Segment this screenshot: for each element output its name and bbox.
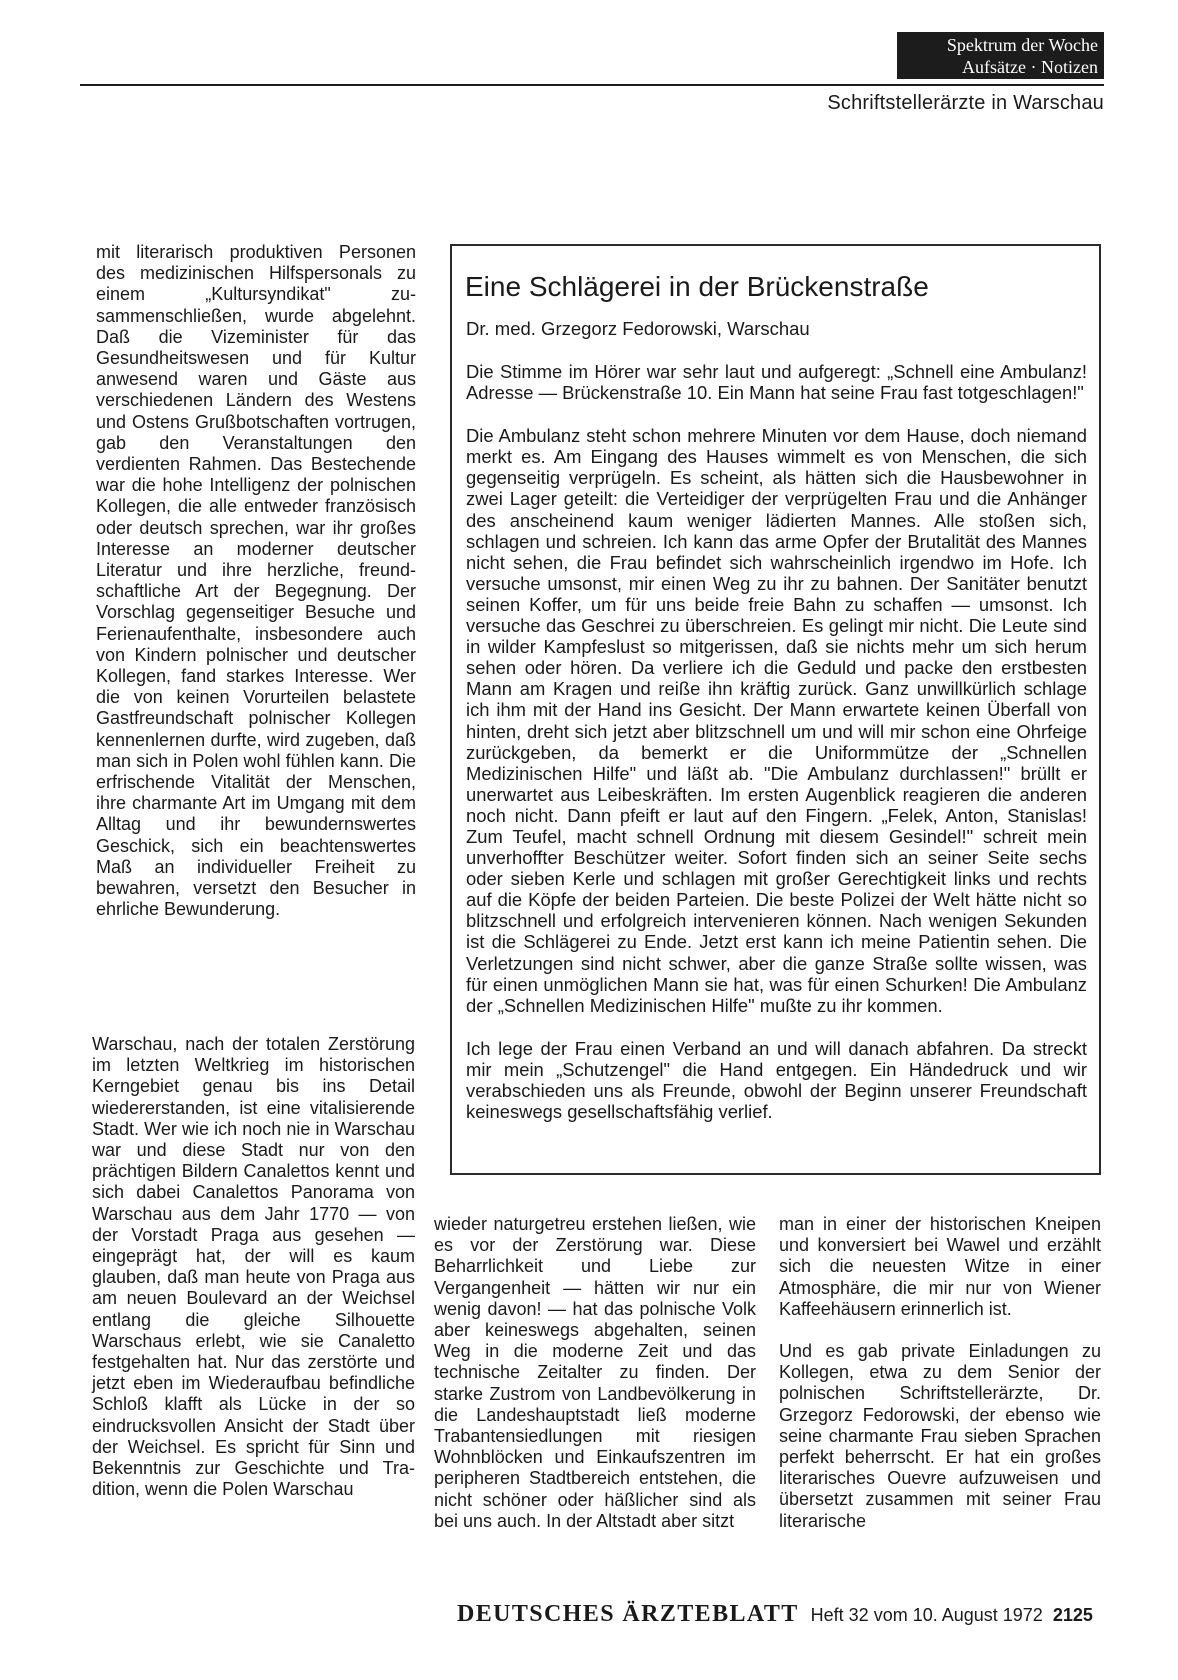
section-badge [897,32,1104,79]
paragraph: man in einer der historischen Kneipen und konversiert bei Wawel und erzählt sich die neuesten Witze in einer Atmosphäre, die mir nur von Wiener Kaffeehäusern erinnerlich ist. [779,1214,1101,1319]
box-title: Eine Schlägerei in der Brückenstraße [465,271,929,302]
right-column-bottom [779,1214,1101,1532]
page-number: 2125 [1052,1605,1093,1625]
paragraph: Warschau, nach der totalen Zerstörung im letzten Weltkrieg im historischen Kerngebiet genau bis ins Detail wiedererstanden, ist eine vitalisierende Stadt. Wer wie ich noch nie in Warschau war und diese Stadt nur von den prächtigen Bildern Canalettos kennt und sich dabei Canalettos Panorama von Warschau aus dem Jahr 1770 — von der Vorstadt Praga aus gesehen — eingeprägt hat, der will es kaum glauben, daß man heute von Praga aus am neuen Boulevard an der Weichsel entlang die gleiche Silhouette Warschaus erlebt, wie sie Canaletto festgehalten hat. Nur das zerstörte und jetzt eben im Wiederaufbau befindliche Schloß klafft als Lücke in der so eindrucksvollen Ansicht der Stadt über der Weichsel. Es spricht für Sinn und Bekenntnis zur Geschichte und Tradition, wenn die Polen Warschau [92,1034,415,1500]
section-badge-line-1: Spektrum der Woche [946,35,1098,55]
header-rule [80,84,1104,86]
paragraph: wieder naturgetreu erstehen ließen, wie es vor der Zerstörung war. Diese Beharrlichkeit und Liebe zur Vergangenheit — hätten wir nur ein wenig davon! — hat das polnische Volk aber keineswegs abgehalten, seinen Weg in die moderne Zeit und das technische Zeitalter zu finden. Der starke Zustrom von Landbevölkerung in die Landeshauptstadt ließ moderne Trabantensiedlungen mit riesigen Wohnblöcken und Einkaufszentren im peripheren Stadtbereich entstehen, die nicht schöner oder häßlicher sind als bei uns auch. In der Altstadt aber sitzt [434,1214,756,1531]
journal-name: DEUTSCHES ÄRZTEBLATT [457,1601,799,1627]
running-head: Schriftstellerärzte in Warschau [827,92,1104,114]
issue-info: Heft 32 vom 10. August 1972 [810,1605,1043,1625]
box-author: Dr. med. Grzegorz Fedorowski, Warschau [466,318,810,339]
box-paragraph: Ich lege der Frau einen Verband an und will danach abfahren. Da streckt mir mein „Schutzengel" die Hand entgegen. Ein Händedruck und wir verabschieden uns als Freunde, obwohl der Beginn unserer Freundschaft keineswegs gesellschaftsfähig verlief. [466,1037,1087,1123]
paragraph: mit literarisch produktiven Personen des medizinischen Hilfspersonals zu einem „Kultursyndikat" zusammenschließen, wurde abgelehnt. Daß die Vizeminister für das Gesundheitswesen und für Kultur anwesend waren und Gäste aus verschiedenen Ländern des Westens und Ostens Grußbotschaften vortrugen, gab den Veranstaltungen den verdienten Rahmen. Das Bestechende war die hohe Intelligenz der polnischen Kollegen, die alle entweder französisch oder deutsch sprechen, war ihr großes Interesse an moderner deutscher Literatur und ihre herzliche, freundschaftliche Art der Begegnung. Der Vorschlag gegenseitiger Besuche und Ferienaufenthalte, insbesondere auch von Kindern polnischer und deutscher Kollegen, fand starkes Interesse. Wer die von keinen Vorurteilen belastete Gastfreundschaft polnischer Kollegen kennenlernen durfte, wird zugeben, daß man sich in Polen wohl fühlen kann. Die erfrischende Vitalität der Menschen, ihre charmante Art im Umgang mit dem Alltag und ihr bewundernswertes Geschick, sich ein beachtenswertes Maß an individueller Freiheit zu bewahren, versetzt den Besucher in ehrliche Bewunderung. [96,242,416,920]
section-badge-line-2: Aufsätze · Notizen [962,57,1098,77]
left-column-bottom [92,1034,415,1500]
paragraph: Und es gab private Einladungen zu Kollegen, etwa zu dem Senior der polnischen Schriftstellerärzte, Dr. Grzegorz Fedorowski, der ebenso wie seine charmante Frau sieben Sprachen perfekt beherrscht. Er hat ein großes literarisches Ouevre aufzuweisen und übersetzt zusammen mit seiner Frau literarische [779,1341,1101,1531]
box-paragraph: Die Stimme im Hörer war sehr laut und aufgeregt: „Schnell eine Ambulanz! Adresse — Brückenstraße 10. Ein Mann hat seine Frau fast totgeschlagen!" [466,361,1087,404]
page-footer [457,1601,1105,1633]
middle-column-bottom [434,1214,756,1532]
left-column-top [96,242,416,921]
box-body [466,361,1087,1122]
box-paragraph: Die Ambulanz steht schon mehrere Minuten vor dem Hause, doch niemand merkt es. Am Eingang des Hauses wimmelt es von Menschen, die sich gegenseitig verprügeln. Es scheint, als hätten sich die Hausbewohner in zwei Lager geteilt: die Verteidiger der verprügelten Frau und die Anhänger des anscheinend kaum weniger lädierten Mannes. Alle stoßen sich, schlagen und schreien. Ich kann das arme Opfer der Brutalität des Mannes nicht sehen, die Frau befindet sich wahrscheinlich irgendwo im Hofe. Ich versuche umsonst, mir einen Weg zu ihr zu bahnen. Der Sanitäter benutzt seinen Koffer, um für uns beide freie Bahn zu schaffen — umsonst. Ich versuche das Geschrei zu überschreien. Es gelingt mir nicht. Die Leute sind in wilder Kampfeslust so mitgerissen, daß sie nichts mehr um sich herum sehen oder hören. Da verliere ich die Geduld und packe den erstbesten Mann am Kragen und reiße ihn kräftig zurück. Ganz unwillkürlich schlage ich ihm mit der Hand ins Gesicht. Der Mann erwartete keinen Überfall von hinten, dreht sich jetzt aber blitzschnell um und will mir schon eine Ohrfeige zurückgeben, da bemerkt er die Uniformmütze der „Schnellen Medizinischen Hilfe" und läßt ab. "Die Ambulanz durchlassen!" brüllt er unerwartet aus Leibeskräften. Im ersten Augenblick reagieren die anderen noch nicht. Dann pfeift er laut auf den Fingern. „Felek, Anton, Stanislas! Zum Teufel, macht schnell Ordnung mit diesem Gesindel!" schreit mein unverhoffter Beschützer weiter. Sofort finden sich an seiner Seite sechs oder sieben Kerle und schlagen mit großer Gerechtigkeit links und rechts auf die Köpfe der beiden Parteien. Die beste Polizei der Welt hätte nicht so blitzschnell und erfolgreich intervenieren können. Nach wenigen Sekunden ist die Schlägerei zu Ende. Jetzt erst kann ich meine Patientin sehen. Die Verletzungen sind nicht schwer, aber die ganze Straße sollte wissen, was für einen unmöglichen Mann sie hat, was für einen Schurken! Die Ambulanz der „Schnellen Medizinischen Hilfe" mußte zu ihr kommen. [466,425,1087,1016]
